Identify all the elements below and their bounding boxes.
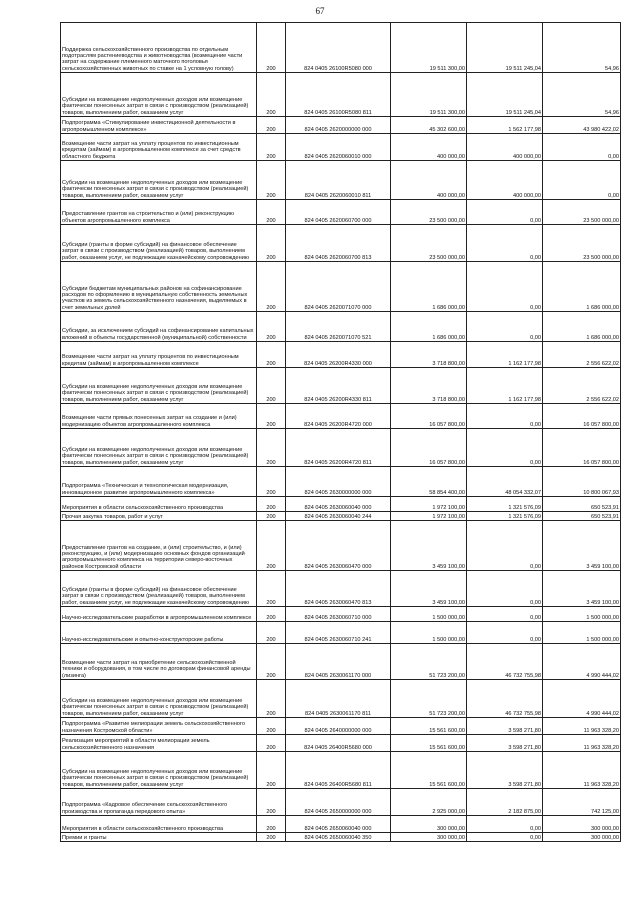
row-unexecuted-amount-cell: 300 000,00 — [543, 816, 621, 833]
row-unexecuted-amount-cell: 10 800 067,93 — [543, 467, 621, 497]
row-line-code-cell: 200 — [257, 429, 286, 467]
row-name-cell: Предоставление грантов на строительство и (или) реконструкцию объектов агропромышленного комплекса — [61, 200, 257, 225]
row-executed-amount-cell: 2 182 875,00 — [467, 789, 543, 816]
row-classification-code-cell: 824 0405 26100R5080 000 — [286, 23, 391, 73]
row-line-code-cell: 200 — [257, 735, 286, 752]
row-classification-code-cell: 824 0405 2650060040 350 — [286, 833, 391, 842]
table-row — [61, 735, 621, 752]
row-approved-amount-cell: 19 511 300,00 — [391, 23, 467, 73]
row-unexecuted-amount-cell: 1 500 000,00 — [543, 622, 621, 644]
row-classification-code-cell: 824 0405 2650060040 000 — [286, 816, 391, 833]
row-unexecuted-amount-cell: 16 057 800,00 — [543, 429, 621, 467]
row-executed-amount-cell: 1 321 576,09 — [467, 497, 543, 512]
row-classification-code-cell: 824 0405 26200R4330 000 — [286, 342, 391, 368]
row-classification-code-cell: 824 0405 2620071070 521 — [286, 312, 391, 342]
row-classification-code-cell: 824 0405 2620060700 813 — [286, 225, 391, 262]
row-executed-amount-cell: 0,00 — [467, 312, 543, 342]
table-row — [61, 262, 621, 312]
row-approved-amount-cell: 15 561 600,00 — [391, 718, 467, 735]
table-row — [61, 73, 621, 117]
row-unexecuted-amount-cell: 0,00 — [543, 161, 621, 200]
row-approved-amount-cell: 16 057 800,00 — [391, 429, 467, 467]
row-line-code-cell: 200 — [257, 312, 286, 342]
row-unexecuted-amount-cell: 4 990 444,02 — [543, 644, 621, 680]
row-unexecuted-amount-cell: 23 500 000,00 — [543, 200, 621, 225]
row-classification-code-cell: 824 0405 2640000000 000 — [286, 718, 391, 735]
row-name-cell: Мероприятия в области сельскохозяйственного производства — [61, 816, 257, 833]
row-approved-amount-cell: 2 925 000,00 — [391, 789, 467, 816]
row-line-code-cell: 200 — [257, 644, 286, 680]
row-executed-amount-cell: 0,00 — [467, 225, 543, 262]
table-row — [61, 368, 621, 404]
row-name-cell: Научно-исследовательские и опытно-конструкторские работы — [61, 622, 257, 644]
row-classification-code-cell: 824 0405 2630060040 000 — [286, 497, 391, 512]
row-line-code-cell: 200 — [257, 833, 286, 842]
row-line-code-cell: 200 — [257, 404, 286, 429]
row-executed-amount-cell: 1 562 177,98 — [467, 117, 543, 134]
table-row — [61, 680, 621, 718]
row-classification-code-cell: 824 0405 2630060040 244 — [286, 512, 391, 521]
row-approved-amount-cell: 19 511 300,00 — [391, 73, 467, 117]
row-name-cell: Субсидии бюджетам муниципальных районов на софинансирование расходов по оформлению в муниципальную собственность земельных участков из земель сельскохозяйственного назначения, выделяемых в счет земельных долей — [61, 262, 257, 312]
table-row — [61, 117, 621, 134]
table-row — [61, 833, 621, 842]
row-unexecuted-amount-cell: 650 523,91 — [543, 512, 621, 521]
row-classification-code-cell: 824 0405 2630060710 000 — [286, 607, 391, 622]
row-line-code-cell: 200 — [257, 680, 286, 718]
row-unexecuted-amount-cell: 650 523,91 — [543, 497, 621, 512]
row-classification-code-cell: 824 0405 2620071070 000 — [286, 262, 391, 312]
row-name-cell: Прочая закупка товаров, работ и услуг — [61, 512, 257, 521]
row-line-code-cell: 200 — [257, 752, 286, 789]
row-name-cell: Возмещение части прямых понесенных затрат на создание и (или) модернизацию объектов агропромышленного комплекса — [61, 404, 257, 429]
row-classification-code-cell: 824 0405 2630000000 000 — [286, 467, 391, 497]
row-approved-amount-cell: 3 459 100,00 — [391, 571, 467, 607]
row-approved-amount-cell: 1 500 000,00 — [391, 607, 467, 622]
row-classification-code-cell: 824 0405 2620000000 000 — [286, 117, 391, 134]
row-classification-code-cell: 824 0405 2630060470 813 — [286, 571, 391, 607]
row-name-cell: Премии и гранты — [61, 833, 257, 842]
row-name-cell: Научно-исследовательские разработки в агропромышленном комплексе — [61, 607, 257, 622]
row-line-code-cell: 200 — [257, 342, 286, 368]
row-executed-amount-cell: 0,00 — [467, 262, 543, 312]
row-executed-amount-cell: 0,00 — [467, 571, 543, 607]
row-classification-code-cell: 824 0405 2630061170 000 — [286, 644, 391, 680]
row-executed-amount-cell: 400 000,00 — [467, 161, 543, 200]
row-approved-amount-cell: 1 686 000,00 — [391, 262, 467, 312]
row-name-cell: Реализация мероприятий в области мелиорации земель сельскохозяйственного назначения — [61, 735, 257, 752]
row-classification-code-cell: 824 0405 26200R4720 000 — [286, 404, 391, 429]
row-approved-amount-cell: 15 561 600,00 — [391, 752, 467, 789]
row-executed-amount-cell: 46 732 755,98 — [467, 680, 543, 718]
row-unexecuted-amount-cell: 16 057 800,00 — [543, 404, 621, 429]
table-row — [61, 23, 621, 73]
row-name-cell: Подпрограмма «Кадровое обеспечение сельскохозяйственного производства и пропаганда передового опыта» — [61, 789, 257, 816]
row-classification-code-cell: 824 0405 2630060470 000 — [286, 521, 391, 571]
row-classification-code-cell: 824 0405 26400R5680 000 — [286, 735, 391, 752]
row-line-code-cell: 200 — [257, 816, 286, 833]
row-line-code-cell: 200 — [257, 117, 286, 134]
row-classification-code-cell: 824 0405 2650000000 000 — [286, 789, 391, 816]
row-name-cell: Мероприятия в области сельскохозяйственного производства — [61, 497, 257, 512]
row-approved-amount-cell: 16 057 800,00 — [391, 404, 467, 429]
row-unexecuted-amount-cell: 2 556 622,02 — [543, 368, 621, 404]
row-approved-amount-cell: 51 723 200,00 — [391, 680, 467, 718]
row-executed-amount-cell: 1 162 177,98 — [467, 368, 543, 404]
table-row — [61, 134, 621, 161]
row-name-cell: Субсидии на возмещение недополученных доходов или возмещение фактически понесенных затрат в связи с производством (реализацией) товаров, выполнением работ, оказанием услуг — [61, 752, 257, 789]
row-name-cell: Подпрограмма «Стимулирование инвестиционной деятельности в агропромышленном комплексе» — [61, 117, 257, 134]
row-executed-amount-cell: 1 162 177,98 — [467, 342, 543, 368]
table-row — [61, 404, 621, 429]
row-executed-amount-cell: 3 598 271,80 — [467, 718, 543, 735]
row-classification-code-cell: 824 0405 26200R4720 811 — [286, 429, 391, 467]
row-approved-amount-cell: 45 302 600,00 — [391, 117, 467, 134]
row-line-code-cell: 200 — [257, 23, 286, 73]
row-line-code-cell: 200 — [257, 467, 286, 497]
row-line-code-cell: 200 — [257, 73, 286, 117]
row-approved-amount-cell: 1 972 100,00 — [391, 512, 467, 521]
row-line-code-cell: 200 — [257, 789, 286, 816]
row-executed-amount-cell: 0,00 — [467, 622, 543, 644]
row-name-cell: Субсидии на возмещение недополученных доходов или возмещение фактически понесенных затрат в связи с производством (реализацией) товаров, выполнением работ, оказанием услуг — [61, 161, 257, 200]
row-executed-amount-cell: 400 000,00 — [467, 134, 543, 161]
row-line-code-cell: 200 — [257, 521, 286, 571]
row-approved-amount-cell: 15 561 600,00 — [391, 735, 467, 752]
row-approved-amount-cell: 400 000,00 — [391, 134, 467, 161]
row-name-cell: Субсидии на возмещение недополученных доходов или возмещение фактически понесенных затрат в связи с производством (реализацией) товаров, выполнением работ, оказанием услуг — [61, 368, 257, 404]
table-row — [61, 512, 621, 521]
row-classification-code-cell: 824 0405 2620060010 811 — [286, 161, 391, 200]
table-row — [61, 200, 621, 225]
row-name-cell: Субсидии (гранты в форме субсидий) на финансовое обеспечение затрат в связи с производством (реализацией) товаров, выполнением работ, оказанием услуг, не подлежащие казначейскому сопровождению — [61, 225, 257, 262]
row-classification-code-cell: 824 0405 2630061170 811 — [286, 680, 391, 718]
row-unexecuted-amount-cell: 742 125,00 — [543, 789, 621, 816]
row-line-code-cell: 200 — [257, 497, 286, 512]
row-classification-code-cell: 824 0405 2620060010 000 — [286, 134, 391, 161]
table-row — [61, 718, 621, 735]
row-line-code-cell: 200 — [257, 368, 286, 404]
table-row — [61, 429, 621, 467]
table-row — [61, 312, 621, 342]
row-name-cell: Субсидии (гранты в форме субсидий) на финансовое обеспечение затрат в связи с производством (реализацией) товаров, выполнением работ, оказанием услуг, не подлежащие казначейскому сопровождению — [61, 571, 257, 607]
row-unexecuted-amount-cell: 54,96 — [543, 23, 621, 73]
row-line-code-cell: 200 — [257, 512, 286, 521]
row-name-cell: Субсидии на возмещение недополученных доходов или возмещение фактически понесенных затрат в связи с производством (реализацией) товаров, выполнением работ, оказанием услуг — [61, 73, 257, 117]
row-executed-amount-cell: 19 511 245,04 — [467, 73, 543, 117]
table-row — [61, 342, 621, 368]
row-name-cell: Предоставление грантов на создание, и (или) строительство, и (или) реконструкцию, и (или) модернизацию основных фондов организаций агропромышленного комплекса на территории северо-восточных районов Костромской области — [61, 521, 257, 571]
row-unexecuted-amount-cell: 23 500 000,00 — [543, 225, 621, 262]
row-executed-amount-cell: 48 054 332,07 — [467, 467, 543, 497]
row-executed-amount-cell: 19 511 245,04 — [467, 23, 543, 73]
row-line-code-cell: 200 — [257, 225, 286, 262]
row-approved-amount-cell: 3 718 800,00 — [391, 368, 467, 404]
row-unexecuted-amount-cell: 11 963 328,20 — [543, 752, 621, 789]
row-unexecuted-amount-cell: 2 556 622,02 — [543, 342, 621, 368]
row-line-code-cell: 200 — [257, 607, 286, 622]
row-approved-amount-cell: 1 686 000,00 — [391, 312, 467, 342]
row-line-code-cell: 200 — [257, 622, 286, 644]
table-body — [61, 23, 621, 842]
row-unexecuted-amount-cell: 300 000,00 — [543, 833, 621, 842]
row-name-cell: Субсидии, за исключением субсидий на софинансирование капитальных вложений в объекты государственной (муниципальной) собственности — [61, 312, 257, 342]
row-executed-amount-cell: 0,00 — [467, 607, 543, 622]
row-name-cell: Субсидии на возмещение недополученных доходов или возмещение фактически понесенных затрат в связи с производством (реализацией) товаров, выполнением работ, оказанием услуг — [61, 680, 257, 718]
row-executed-amount-cell: 0,00 — [467, 816, 543, 833]
row-executed-amount-cell: 3 598 271,80 — [467, 735, 543, 752]
table-row — [61, 752, 621, 789]
row-name-cell: Возмещение части затрат на уплату процентов по инвестиционным кредитам (займам) в агропромышленном комплексе — [61, 342, 257, 368]
row-unexecuted-amount-cell: 0,00 — [543, 134, 621, 161]
table-row — [61, 816, 621, 833]
page-number: 67 — [315, 6, 325, 16]
row-unexecuted-amount-cell: 3 459 100,00 — [543, 571, 621, 607]
row-approved-amount-cell: 300 000,00 — [391, 833, 467, 842]
row-unexecuted-amount-cell: 4 990 444,02 — [543, 680, 621, 718]
table-row — [61, 521, 621, 571]
row-executed-amount-cell: 46 732 755,98 — [467, 644, 543, 680]
row-unexecuted-amount-cell: 1 686 000,00 — [543, 312, 621, 342]
row-unexecuted-amount-cell: 11 963 328,20 — [543, 718, 621, 735]
row-classification-code-cell: 824 0405 2620060700 000 — [286, 200, 391, 225]
row-name-cell: Возмещение части затрат на уплату процентов по инвестиционным кредитам (займам) в агропромышленном комплексе за счет средств областного бюджета — [61, 134, 257, 161]
row-approved-amount-cell: 23 500 000,00 — [391, 200, 467, 225]
row-approved-amount-cell: 1 500 000,00 — [391, 622, 467, 644]
table-row — [61, 467, 621, 497]
row-unexecuted-amount-cell: 3 459 100,00 — [543, 521, 621, 571]
row-approved-amount-cell: 400 000,00 — [391, 161, 467, 200]
row-executed-amount-cell: 1 321 576,09 — [467, 512, 543, 521]
row-executed-amount-cell: 0,00 — [467, 521, 543, 571]
row-name-cell: Субсидии на возмещение недополученных доходов или возмещение фактически понесенных затрат в связи с производством (реализацией) товаров, выполнением работ, оказанием услуг — [61, 429, 257, 467]
row-unexecuted-amount-cell: 54,96 — [543, 73, 621, 117]
table-row — [61, 644, 621, 680]
row-line-code-cell: 200 — [257, 718, 286, 735]
row-name-cell: Возмещение части затрат на приобретение сельскохозяйственной техники и оборудования, в том числе по договорам финансовой аренды (лизинга) — [61, 644, 257, 680]
row-unexecuted-amount-cell: 11 963 328,20 — [543, 735, 621, 752]
table-row — [61, 607, 621, 622]
row-name-cell: Подпрограмма «Развитие мелиорации земель сельскохозяйственного назначения Костромской области» — [61, 718, 257, 735]
budget-execution-table — [60, 22, 621, 842]
table-row — [61, 225, 621, 262]
row-classification-code-cell: 824 0405 26100R5080 811 — [286, 73, 391, 117]
row-executed-amount-cell: 3 598 271,80 — [467, 752, 543, 789]
row-name-cell: Подпрограмма «Техническая и технологическая модернизация, инновационное развитие агропромышленного комплекса» — [61, 467, 257, 497]
row-classification-code-cell: 824 0405 2630060710 241 — [286, 622, 391, 644]
row-classification-code-cell: 824 0405 26200R4330 811 — [286, 368, 391, 404]
row-line-code-cell: 200 — [257, 161, 286, 200]
table-row — [61, 571, 621, 607]
row-executed-amount-cell: 0,00 — [467, 429, 543, 467]
row-executed-amount-cell: 0,00 — [467, 833, 543, 842]
row-approved-amount-cell: 51 723 200,00 — [391, 644, 467, 680]
row-line-code-cell: 200 — [257, 262, 286, 312]
table-row — [61, 497, 621, 512]
row-classification-code-cell: 824 0405 26400R5680 811 — [286, 752, 391, 789]
row-approved-amount-cell: 300 000,00 — [391, 816, 467, 833]
row-line-code-cell: 200 — [257, 134, 286, 161]
row-unexecuted-amount-cell: 43 980 422,02 — [543, 117, 621, 134]
row-name-cell: Поддержка сельскохозяйственного производства по отдельным подотраслям растениеводства и животноводства (возмещение части затрат на содержание племенного маточного поголовья сельскохозяйственных животных по ставке на 1 условную голову) — [61, 23, 257, 73]
table-row — [61, 789, 621, 816]
row-executed-amount-cell: 0,00 — [467, 200, 543, 225]
row-unexecuted-amount-cell: 1 500 000,00 — [543, 607, 621, 622]
row-approved-amount-cell: 58 854 400,00 — [391, 467, 467, 497]
row-line-code-cell: 200 — [257, 200, 286, 225]
row-approved-amount-cell: 1 972 100,00 — [391, 497, 467, 512]
row-line-code-cell: 200 — [257, 571, 286, 607]
table-row — [61, 622, 621, 644]
row-unexecuted-amount-cell: 1 686 000,00 — [543, 262, 621, 312]
row-executed-amount-cell: 0,00 — [467, 404, 543, 429]
row-approved-amount-cell: 3 718 800,00 — [391, 342, 467, 368]
row-approved-amount-cell: 23 500 000,00 — [391, 225, 467, 262]
row-approved-amount-cell: 3 459 100,00 — [391, 521, 467, 571]
table-row — [61, 161, 621, 200]
